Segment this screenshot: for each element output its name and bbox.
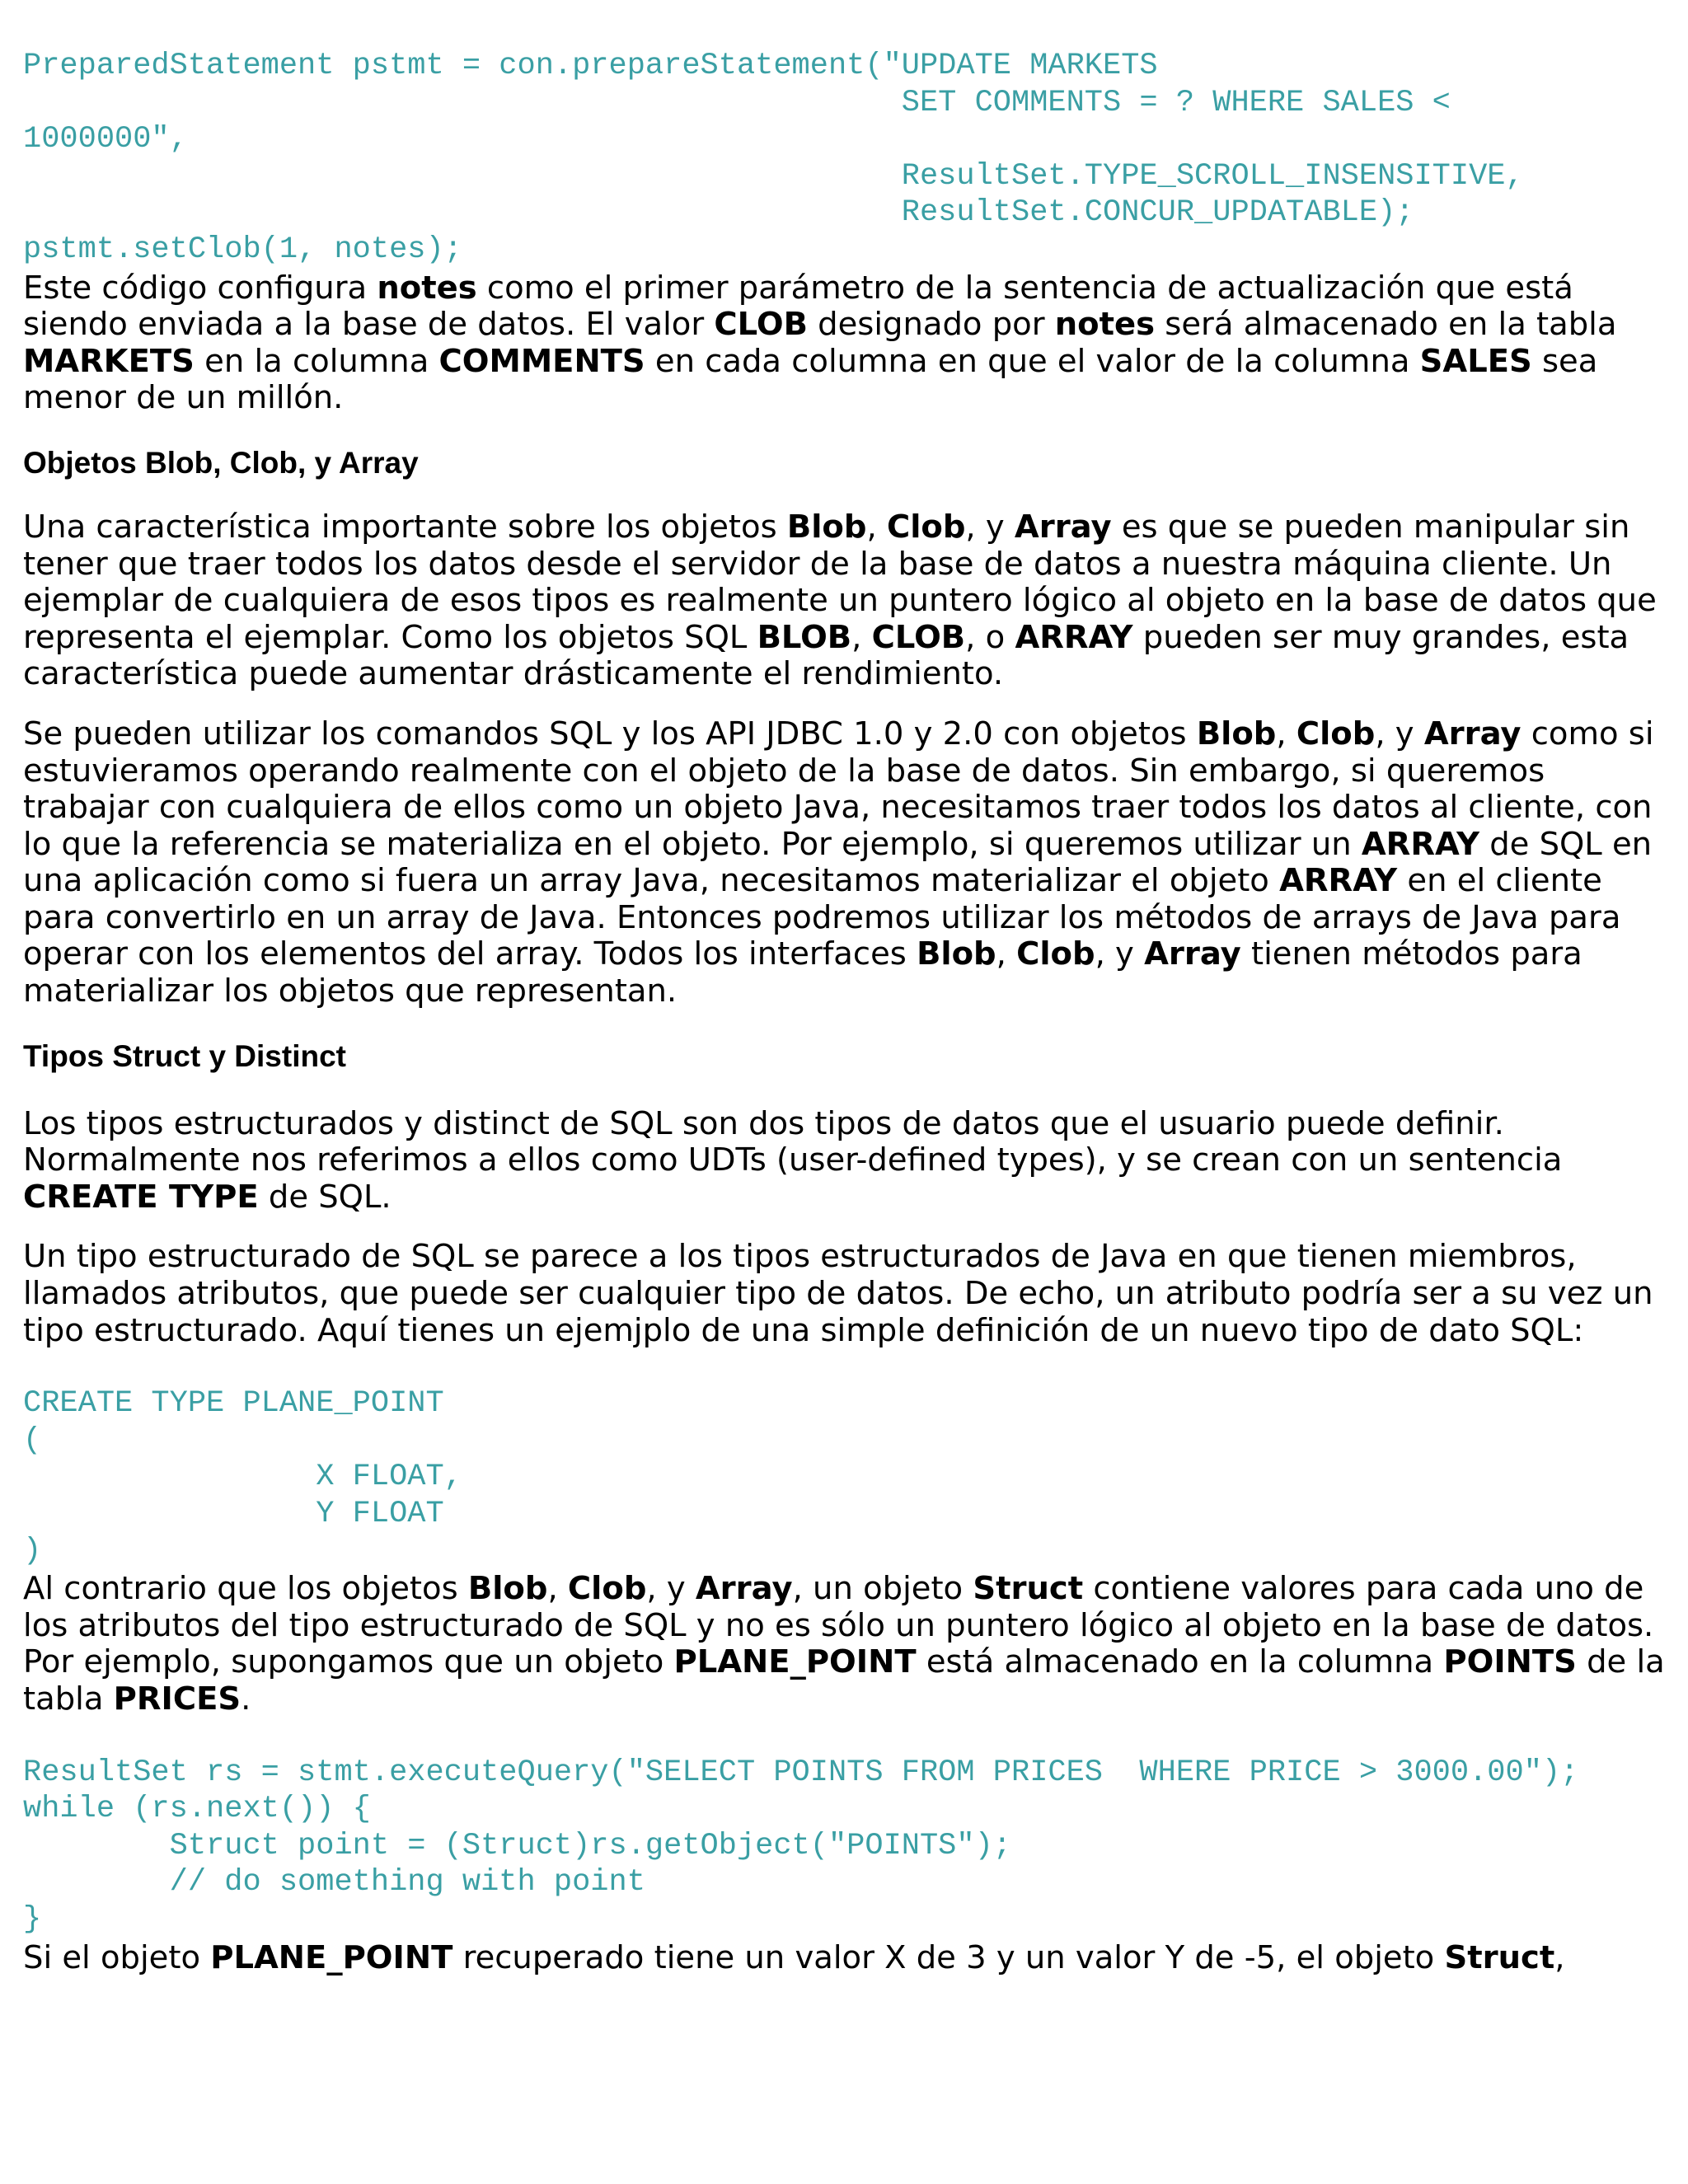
code-block-create-type — [23, 1385, 1667, 1569]
code-line: // do something with point — [23, 1865, 645, 1900]
text-run: será almacenado en la tabla — [1155, 306, 1617, 344]
bold-term: Struct — [1444, 1938, 1555, 1976]
bold-term: COMMENTS — [438, 342, 645, 380]
code-line: 1000000", — [23, 122, 188, 157]
text-run: Los tipos estructurados y distinct de SQL son dos tipos de datos que el usuario puede definir. Normalmente nos referimos a ellos como UDTs (user-defined types), y se crean con un sentencia — [23, 1104, 1563, 1179]
bold-term: MARKETS — [23, 342, 195, 380]
text-run: , y — [1095, 935, 1145, 973]
text-run: , — [866, 508, 887, 546]
text-run: de SQL. — [258, 1178, 392, 1216]
text-run: está almacenado en la columna — [916, 1643, 1444, 1681]
code-line: pstmt.setClob(1, notes); — [23, 232, 462, 267]
bold-term: Clob — [567, 1570, 647, 1608]
text-run: , — [547, 1570, 568, 1608]
text-run: , — [851, 618, 872, 656]
bold-term: Blob — [917, 935, 996, 973]
text-run: de la tabla — [23, 1643, 1665, 1718]
text-run: , un objeto — [792, 1570, 973, 1608]
text-run: sea menor de un millón. — [23, 342, 1598, 417]
paragraph-struct-values — [23, 1571, 1667, 1718]
code-line: } — [23, 1901, 42, 1937]
section-heading-blob-clob-array: Objetos Blob, Clob, y Array — [23, 445, 419, 480]
code-line: CREATE TYPE PLANE_POINT — [23, 1386, 444, 1422]
bold-term: Clob — [886, 508, 966, 546]
bold-term: Blob — [786, 508, 867, 546]
text-run: es que se pueden manipular sin tener que traer todos los datos desde el servidor de la base de datos a nuestra máquina cliente. Un ejemplar de cualquiera de esos tipos es realmente un puntero lógico al objeto en la base de datos que representa el ejemplar. Como los objetos SQL — [23, 508, 1657, 656]
code-line: Struct point = (Struct)rs.getObject("POINTS"); — [23, 1828, 1011, 1863]
bold-term: PRICES — [113, 1680, 241, 1718]
paragraph-materialize — [23, 716, 1667, 1010]
text-run: en la columna — [194, 342, 439, 380]
text-run: en cada columna en que el valor de la columna — [645, 342, 1420, 380]
section-heading-struct-distinct: Tipos Struct y Distinct — [23, 1038, 346, 1073]
bold-term: CLOB — [871, 618, 966, 656]
text-run: tienen métodos para materializar los objetos que representan. — [23, 935, 1582, 1010]
text-run: , — [1276, 715, 1296, 752]
text-run: , — [996, 935, 1017, 973]
bold-term: Array — [1423, 715, 1522, 752]
text-run: Este código configura — [23, 269, 377, 307]
bold-term: Array — [695, 1570, 793, 1608]
text-run: recuperado tiene un valor X de 3 y un valor Y de -5, el objeto — [452, 1938, 1445, 1976]
document-body — [23, 48, 1667, 1976]
code-block-prepared-statement — [23, 48, 1667, 269]
text-run: Una característica importante sobre los objetos — [23, 508, 787, 546]
code-block-resultset-struct — [23, 1755, 1667, 1938]
bold-term: ARRAY — [1015, 618, 1133, 656]
bold-term: ARRAY — [1279, 862, 1398, 900]
code-line: X FLOAT, — [23, 1460, 462, 1495]
bold-term: Clob — [1296, 715, 1376, 752]
text-run: , — [1554, 1938, 1565, 1976]
text-run: Al contrario que los objetos — [23, 1570, 468, 1608]
bold-term: notes — [1054, 306, 1156, 344]
text-run: , y — [1375, 715, 1424, 752]
bold-term: CREATE TYPE — [23, 1178, 259, 1216]
bold-term: Blob — [1196, 715, 1277, 752]
bold-term: notes — [377, 269, 477, 307]
text-run: pueden ser muy grandes, esta característica puede aumentar drásticamente el rendimiento. — [23, 618, 1629, 693]
bold-term: POINTS — [1443, 1643, 1577, 1681]
code-line: ) — [23, 1533, 42, 1568]
bold-term: BLOB — [757, 618, 852, 656]
bold-term: SALES — [1419, 342, 1532, 380]
text-run: como el primer parámetro de la sentencia de actualización que está siendo enviada a la base de datos. El valor — [23, 269, 1573, 344]
code-line: ( — [23, 1422, 42, 1458]
text-run: designado por — [807, 306, 1055, 344]
bold-term: Struct — [973, 1570, 1084, 1608]
text-run: como si estuvieramos operando realmente con el objeto de la base de datos. Sin embargo, si queremos trabajar con cualquiera de ellos como un objeto Java, necesitamos traer todos los datos al cliente, con lo que la referencia se materializa en el objeto. Por ejemplo, si queremos utilizar un — [23, 715, 1654, 863]
text-run: Si el objeto — [23, 1938, 211, 1976]
bold-term: Array — [1144, 935, 1241, 973]
text-run: . — [241, 1680, 251, 1718]
code-line: while (rs.next()) { — [23, 1792, 371, 1827]
paragraph-udts — [23, 1106, 1667, 1216]
bold-term: Array — [1014, 508, 1112, 546]
text-run: Se pueden utilizar los comandos SQL y los API JDBC 1.0 y 2.0 con objetos — [23, 715, 1197, 752]
bold-term: Blob — [467, 1570, 548, 1608]
text-run: contiene valores para cada uno de los atributos del tipo estructurado de SQL y no es sólo un puntero lógico al objeto en la base de datos. Por ejemplo, supongamos que un objeto — [23, 1570, 1654, 1681]
bold-term: PLANE_POINT — [210, 1938, 453, 1976]
bold-term: Clob — [1016, 935, 1095, 973]
paragraph-plane-point-example — [23, 1940, 1667, 1977]
code-line: Y FLOAT — [23, 1497, 444, 1531]
text-run: en el cliente para convertirlo en un array de Java. Entonces podremos utilizar los métodos de arrays de Java para operar con los elementos del array. Todos los interfaces — [23, 862, 1621, 973]
text-run: , y — [646, 1570, 696, 1608]
code-line: ResultSet.TYPE_SCROLL_INSENSITIVE, — [23, 158, 1524, 194]
code-line: SET COMMENTS = ? WHERE SALES < — [23, 85, 1451, 120]
text-run: , o — [965, 618, 1015, 656]
code-line: ResultSet.CONCUR_UPDATABLE); — [23, 195, 1414, 231]
paragraph-logical-pointer — [23, 509, 1667, 693]
paragraph-setclob-explanation — [23, 270, 1667, 417]
text-run: , y — [965, 508, 1015, 546]
code-line: PreparedStatement pstmt = con.prepareStatement("UPDATE MARKETS — [23, 49, 1158, 83]
bold-term: CLOB — [714, 306, 808, 344]
text-run: Un tipo estructurado de SQL se parece a los tipos estructurados de Java en que tienen miembros, llamados atributos, que puede ser cualquier tipo de datos. De echo, un atributo podría ser a su vez un tipo estructurado. Aquí tienes un ejemjplo de una simple definición de un nuevo tipo de dato SQL: — [23, 1238, 1653, 1349]
text-run: de SQL en una aplicación como si fuera un array Java, necesitamos materializar el objeto — [23, 825, 1653, 900]
bold-term: PLANE_POINT — [673, 1643, 917, 1681]
code-line: ResultSet rs = stmt.executeQuery("SELECT POINTS FROM PRICES WHERE PRICE > 3000.00"); — [23, 1755, 1579, 1790]
bold-term: ARRAY — [1361, 825, 1479, 863]
paragraph-structured-type — [23, 1239, 1667, 1349]
